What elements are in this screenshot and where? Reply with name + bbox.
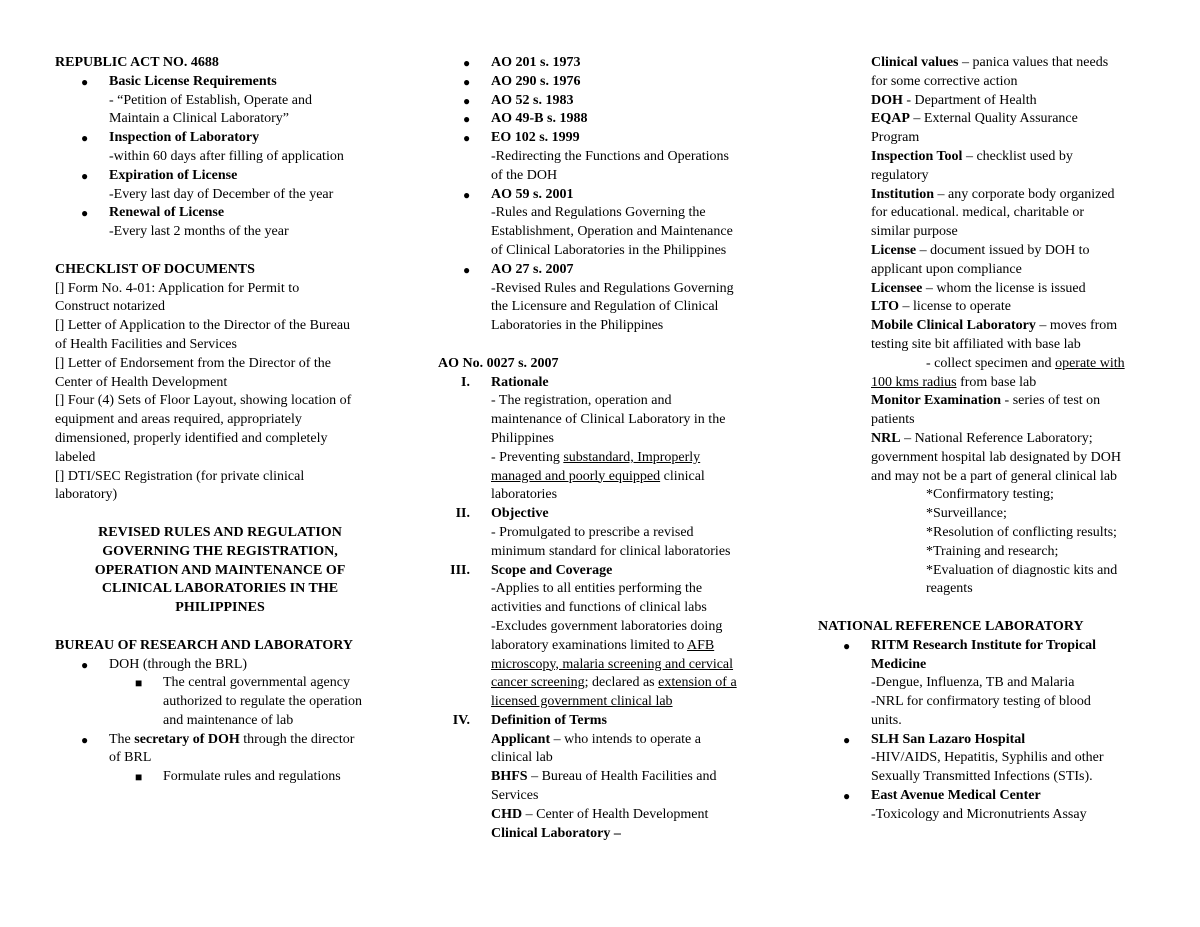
section-number: I.: [461, 374, 470, 390]
list-item: ■ The central governmental agency authorized to regulate the operation and maintenance of lab: [135, 675, 363, 728]
list-item: ● Inspection of Laboratory -within 60 days after filling of application: [81, 130, 344, 164]
bullet-icon: ●: [463, 56, 471, 70]
bureau-title: BUREAU OF RESEARCH AND LABORATORY: [55, 637, 353, 653]
bureau-list: [55, 731, 385, 769]
definitions-continued: Clinical values – panica values that needs for some corrective action DOH - Department of Health EQAP – External Quality Assurance Program Inspection Tool – checklist used by regulatory Institution – any corporate body organized for educational. medical, charitable or similar purpose License – document issued by DOH to applicant upon compliance Licensee – whom the license is issued LTO – license to operate Mobile Clinical Laboratory – moves from testing site bit affiliated with base lab - collect specimen and operate with 100 kms radius from base lab Monitor Examination - series of test on patients NRL – National Reference Laboratory; government hospital lab designated by DOH and may not be a part of general clinical lab *Confirmatory testing; *Surveillance; *Resolution of conflicting results; *Training and research; *Evaluation of diagnostic kits and reagents: [818, 54, 1158, 599]
section-definitions: IV. Definition of Terms Applicant – who intends to operate a clinical lab BHFS – Bureau of Health Facilities and Services CHD – Center of Health Development Clinical Laboratory –: [491, 712, 768, 844]
checklist-line: Center of Health Development: [55, 374, 228, 390]
column-2: [438, 54, 768, 843]
definition: Clinical values – panica values that needs: [871, 55, 1109, 70]
definition: NRL – National Reference Laboratory;: [871, 430, 1093, 446]
checklist-line: [] Letter of Endorsement from the Director of the: [55, 355, 332, 371]
column-1: [55, 54, 385, 787]
checklist-line: [] DTI/SEC Registration (for private clinical: [55, 468, 305, 484]
ao-list: [438, 54, 768, 336]
list-item: ● DOH (through the BRL): [109, 656, 385, 675]
list-item: ● AO 49-B s. 1988: [491, 110, 768, 129]
list-item: ● RITM Research Institute for Tropical Medicine -Dengue, Influenza, TB and Malaria -NRL for confirmatory testing of blood units.: [843, 637, 1097, 728]
bullet-icon: ●: [81, 732, 89, 747]
square-bullet-icon: ■: [135, 676, 143, 691]
bullet-icon: ●: [463, 112, 471, 127]
checklist-line: [] Letter of Application to the Director of the Bureau: [55, 318, 351, 334]
nrl-list: [818, 637, 1158, 825]
list-item: ● AO 290 s. 1976: [491, 73, 768, 92]
list-item: ● SLH San Lazaro Hospital -HIV/AIDS, Hepatitis, Syphilis and other Sexually Transmitted Infections (STIs).: [843, 731, 1104, 785]
bureau-list: [55, 656, 385, 675]
section-number: II.: [455, 506, 470, 522]
bullet-icon: ●: [843, 789, 851, 804]
bullet-icon: ●: [463, 262, 471, 277]
bullet-icon: ●: [81, 657, 89, 672]
bureau-sublist: [55, 768, 385, 787]
nrl-title: NATIONAL REFERENCE LABORATORY: [818, 618, 1084, 634]
section-rationale: I. Rationale - The registration, operation and maintenance of Clinical Laboratory in the Philippines - Preventing substandard, Improperly managed and poorly equipped clinical laboratories: [491, 374, 768, 506]
section-number: IV.: [452, 712, 470, 728]
list-item: ● Basic License Requirements - “Petition of Establish, Operate and Maintain a Clinical Laboratory”: [81, 73, 312, 127]
definition: Institution – any corporate body organized: [871, 186, 1115, 202]
ra-list: [55, 73, 385, 242]
list-item: ● East Avenue Medical Center -Toxicology and Micronutrients Assay: [843, 788, 1087, 822]
column-3: [818, 54, 1158, 825]
checklist-line: [] Four (4) Sets of Floor Layout, showing location of: [55, 393, 352, 409]
bullet-icon: ●: [81, 131, 89, 146]
ao-0027-sections: [438, 374, 768, 844]
list-item: ● AO 27 s. 2007 -Revised Rules and Regulations Governing the Licensure and Regulation of Clinical Laboratories in the Philippines: [463, 261, 734, 334]
bullet-icon: ●: [463, 93, 471, 108]
ao-0027-title: AO No. 0027 s. 2007: [438, 355, 559, 371]
bullet-icon: ●: [463, 131, 471, 146]
checklist: [55, 280, 385, 506]
section-number: III.: [450, 562, 470, 578]
square-bullet-icon: ■: [135, 770, 143, 785]
list-item: ● EO 102 s. 1999 -Redirecting the Functions and Operations of the DOH: [463, 130, 729, 183]
checklist-line: laboratory): [55, 487, 118, 503]
section-scope: III. Scope and Coverage -Applies to all entities performing the activities and functions of clinical labs -Excludes government laboratories doing laboratory examinations limited to AFB microscopy, malaria screening and cervical cancer screening; declared as extension of a licensed government clinical lab: [491, 562, 768, 712]
definition: Inspection Tool – checklist used by: [871, 148, 1073, 164]
checklist-line: [] Form No. 4-01: Application for Permit to: [55, 280, 300, 296]
bullet-icon: ●: [463, 187, 471, 202]
definition: Licensee – whom the license is issued: [871, 280, 1086, 296]
definition: License – document issued by DOH to: [871, 242, 1090, 258]
checklist-line: Construct notarized: [55, 299, 166, 315]
definition: EQAP – External Quality Assurance: [871, 111, 1078, 127]
definition: Monitor Examination - series of test on: [871, 393, 1101, 409]
revised-rules-title: REVISED RULES AND REGULATION GOVERNING THE REGISTRATION, OPERATION AND MAINTENANCE OF CLINICAL LABORATORIES IN THE PHILIPPINES: [94, 524, 346, 616]
bullet-icon: ●: [463, 74, 471, 89]
checklist-title: CHECKLIST OF DOCUMENTS: [55, 261, 255, 277]
bureau-sublist: [55, 674, 385, 730]
checklist-line: dimensioned, properly identified and completely: [55, 430, 328, 446]
bullet-icon: ●: [843, 732, 851, 747]
definition: LTO – license to operate: [871, 299, 1011, 315]
bullet-icon: ●: [843, 638, 851, 653]
list-item: ● Expiration of License -Every last day of December of the year: [81, 167, 334, 202]
checklist-line: equipment and areas required, appropriately: [55, 412, 302, 428]
definition: DOH - Department of Health: [871, 92, 1037, 108]
ra-title: REPUBLIC ACT NO. 4688: [55, 55, 219, 70]
checklist-line: labeled: [55, 449, 96, 465]
list-item: ● Renewal of License -Every last 2 months of the year: [81, 205, 289, 240]
bullet-icon: ●: [81, 168, 89, 183]
list-item: ● AO 201 s. 1973: [491, 54, 768, 73]
nrl-roles: *Confirmatory testing; *Surveillance; *Resolution of conflicting results; *Training and research; *Evaluation of diagnostic kits and reagents: [926, 487, 1118, 597]
bullet-icon: ●: [81, 206, 89, 221]
list-item: ● AO 52 s. 1983: [491, 92, 768, 111]
definition: Mobile Clinical Laboratory – moves from: [871, 318, 1118, 334]
list-item: ● AO 59 s. 2001 -Rules and Regulations Governing the Establishment, Operation and Maintenance of Clinical Laboratories in the Philippines: [463, 186, 733, 258]
list-item: ● The secretary of DOH through the director of BRL: [81, 731, 355, 766]
list-item: ■ Formulate rules and regulations: [163, 768, 385, 787]
bullet-icon: ●: [81, 74, 89, 89]
section-objective: II. Objective - Promulgated to prescribe a revised minimum standard for clinical laboratories: [491, 505, 768, 561]
checklist-line: of Health Facilities and Services: [55, 336, 237, 352]
